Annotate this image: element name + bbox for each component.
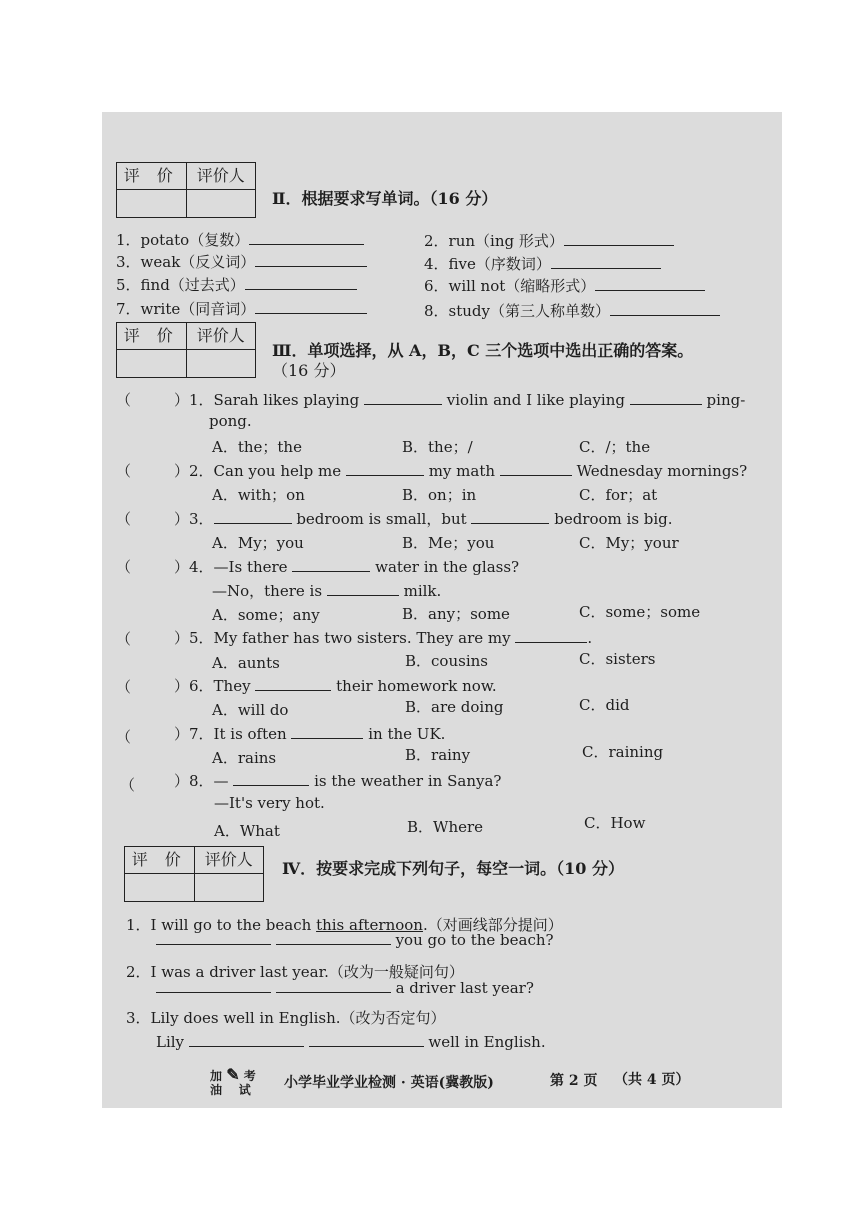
page-total: （共 4 页） — [614, 1072, 690, 1088]
option-c: C．sisters — [579, 650, 656, 668]
answer-line: you go to the beach? — [156, 930, 554, 949]
grade-label: 评 价 — [117, 163, 187, 189]
option-b: B．on；in — [402, 486, 477, 504]
question-item: ）8．— is the weather in Sanya? — [174, 772, 502, 790]
option-a: A．the；the — [212, 438, 302, 456]
question-item: 8．study（第三人称单数） — [424, 300, 720, 321]
section-score: （16 分） — [272, 361, 346, 380]
question-item: 6．will not（缩略形式） — [424, 275, 705, 296]
grade-label: 评 价 — [117, 323, 187, 349]
grader-label: 评价人 — [204, 850, 253, 869]
question-item: ）4．—Is there water in the glass? — [174, 558, 520, 576]
option-b: B．Me；you — [402, 534, 495, 552]
option-a: A．with；on — [212, 486, 305, 504]
option-c: C．How — [584, 814, 646, 832]
grade-box — [116, 162, 256, 218]
question-text: —It's very hot. — [214, 794, 325, 812]
section-title: Ⅳ．按要求完成下列句子，每空一词。（10 分） — [282, 859, 624, 878]
question-item: 2．I was a driver last year.（改为一般疑问句） — [126, 963, 464, 981]
section-title: Ⅲ．单项选择，从 A，B，C 三个选项中选出正确的答案。 — [272, 341, 694, 360]
question-item: 3．weak（反义词） — [116, 251, 367, 272]
grade-box — [124, 846, 264, 902]
question-item: 2．run（ing 形式） — [424, 230, 674, 251]
answer-paren[interactable]: （ — [120, 776, 136, 794]
logo: 加 ✎ 考 油 试 — [210, 1065, 256, 1097]
answer-paren[interactable]: （ — [116, 558, 132, 576]
option-c: C．/；the — [579, 438, 651, 456]
question-item: 3．Lily does well in English.（改为否定句） — [126, 1009, 446, 1027]
option-c: C．My；your — [579, 534, 679, 552]
exam-paper — [102, 112, 782, 1108]
question-item: 5．find（过去式） — [116, 274, 357, 295]
grade-box — [116, 322, 256, 378]
question-text: —No，there is milk. — [212, 582, 442, 600]
question-item: 1．I will go to the beach this afternoon.（对画线部分提问） — [126, 916, 563, 934]
question-item: ）6．They their homework now. — [174, 677, 497, 695]
question-item: ）3． bedroom is small，but bedroom is big. — [174, 510, 673, 528]
option-b: B．rainy — [405, 746, 471, 764]
answer-paren[interactable]: （ — [116, 630, 132, 648]
option-a: A．aunts — [212, 654, 280, 672]
option-b: B．cousins — [405, 652, 488, 670]
answer-paren[interactable]: （ — [116, 510, 132, 528]
option-a: A．some；any — [212, 606, 320, 624]
question-item: ）7．It is often in the UK. — [174, 725, 446, 743]
option-a: A．What — [214, 822, 280, 840]
footer-title: 小学毕业学业检测 · 英语(冀教版) — [284, 1075, 494, 1091]
question-item: 4．five（序数词） — [424, 253, 661, 274]
answer-line: a driver last year? — [156, 978, 534, 997]
grader-label: 评价人 — [196, 326, 245, 345]
option-c: C．raining — [582, 743, 664, 761]
answer-paren[interactable]: （ — [116, 728, 132, 746]
option-b: B．Where — [407, 818, 484, 836]
question-text: pong. — [209, 412, 252, 430]
option-c: C．some；some — [579, 603, 701, 621]
grader-label: 评价人 — [196, 166, 245, 185]
option-a: A．will do — [212, 701, 289, 719]
question-item: 1．potato（复数） — [116, 229, 364, 250]
question-item: ）1．Sarah likes playing violin and I like playing ping- — [174, 391, 746, 409]
option-b: B．any；some — [402, 605, 510, 623]
option-a: A．My；you — [212, 534, 304, 552]
option-c: C．for；at — [579, 486, 658, 504]
answer-paren[interactable]: （ — [116, 462, 132, 480]
question-item: ）5．My father has two sisters. They are my . — [174, 629, 593, 647]
option-b: B．the；/ — [402, 438, 473, 456]
answer-paren[interactable]: （ — [116, 678, 132, 696]
answer-paren[interactable]: （ — [116, 391, 132, 409]
answer-line: Lily well in English. — [156, 1033, 546, 1051]
grade-label: 评 价 — [125, 847, 195, 873]
question-item: ）2．Can you help me my math Wednesday mornings? — [174, 462, 748, 480]
page-number: 第 2 页 — [550, 1073, 598, 1089]
section-title: Ⅱ．根据要求写单词。（16 分） — [272, 189, 498, 208]
option-c: C．did — [579, 696, 630, 714]
question-item: 7．write（同音词） — [116, 298, 367, 319]
option-a: A．rains — [212, 749, 277, 767]
option-b: B．are doing — [405, 698, 504, 716]
